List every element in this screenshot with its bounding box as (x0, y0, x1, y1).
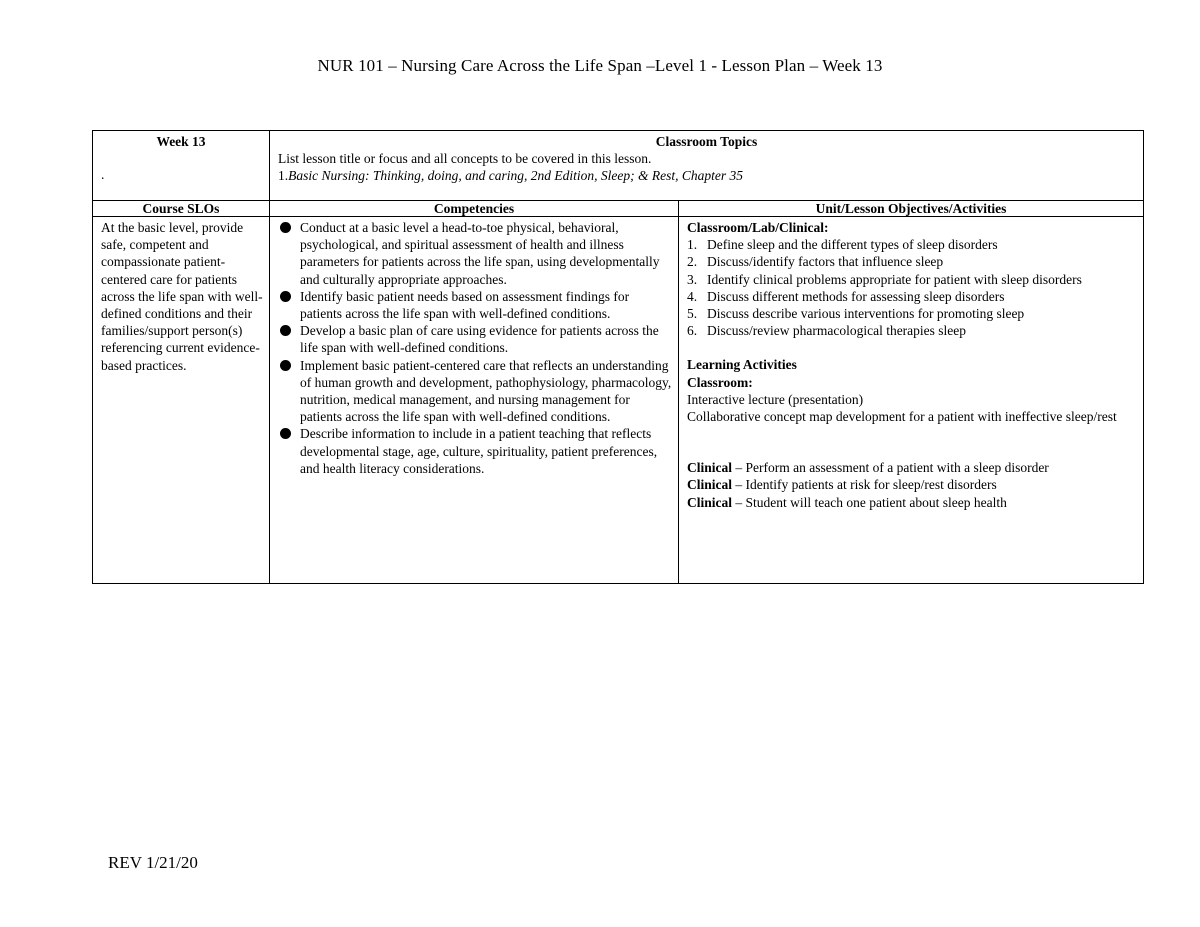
topics-item-number: 1. (278, 168, 289, 184)
table-header-row (93, 201, 1144, 217)
list-item (687, 288, 1137, 305)
competency-text: Implement basic patient-centered care that reflects an understanding of human growth and development, pathophysiology, pharmacology, nutrition, medical management, and nursing management for patients across the life span with well-defined conditions. (300, 357, 672, 425)
item-number: 6. (687, 323, 698, 339)
competency-text: Conduct at a basic level a head-to-toe physical, behavioral, psychological, and spiritual assessment of health and illness parameters for patients across the life span, using developmentally and culturally appropriate approaches. (300, 220, 660, 287)
item-number: 3. (687, 271, 698, 287)
clinical-activity-text: – Student will teach one patient about sleep health (735, 494, 1007, 510)
clinical-activity (687, 494, 1137, 511)
objective-text: Identify clinical problems appropriate for patient with sleep disorders (707, 271, 1082, 287)
topics-item (278, 167, 1135, 184)
list-item (280, 322, 672, 356)
clinical-label: Clinical (687, 477, 733, 493)
list-item (687, 236, 1137, 253)
slo-cell (93, 217, 270, 584)
list-item (280, 288, 672, 322)
objective-text: Discuss/review pharmacological therapies sleep (707, 323, 967, 339)
week-dot: . (101, 167, 105, 183)
competencies-cell (270, 217, 679, 584)
classroom-lab-clinical-label: Classroom/Lab/Clinical: (687, 220, 829, 235)
bullet-icon (280, 428, 291, 439)
competency-text: Describe information to include in a patient teaching that reflects developmental stage, age, culture, spirituality, patient preferences, and health literacy considerations. (300, 426, 658, 476)
classroom-topics-cell (270, 131, 1144, 201)
competency-text: Identify basic patient needs based on assessment findings for patients across the life span with well-defined conditions. (300, 288, 630, 322)
list-item (280, 425, 672, 477)
classroom-topics-heading: Classroom Topics (655, 134, 758, 149)
week-label: Week 13 (156, 134, 206, 149)
lesson-plan-table (92, 130, 1144, 584)
objective-text: Discuss/identify factors that influence sleep (707, 254, 944, 270)
list-item (687, 253, 1137, 270)
competencies-list (280, 219, 672, 477)
column-header-competencies: Competencies (270, 201, 679, 217)
topics-item-text: Basic Nursing: Thinking, doing, and caring, 2nd Edition, Sleep; & Rest, Chapter 35 (288, 168, 743, 184)
list-item (280, 357, 672, 426)
classroom-label: Classroom: (687, 374, 753, 390)
clinical-label: Clinical (687, 494, 733, 510)
competency-text: Develop a basic plan of care using evidence for patients across the life span with well-defined conditions. (300, 323, 659, 356)
classroom-activity: Interactive lecture (presentation) (687, 391, 864, 407)
clinical-label: Clinical (687, 460, 733, 476)
bullet-icon (280, 291, 291, 302)
bullet-icon (280, 222, 291, 233)
objective-text: Discuss describe various interventions for promoting sleep (707, 306, 1025, 322)
revision-footer: REV 1/21/20 (108, 853, 198, 872)
clinical-activity-text: – Perform an assessment of a patient with a sleep disorder (735, 460, 1049, 476)
column-header-slo: Course SLOs (93, 201, 270, 217)
table-row (93, 217, 1144, 584)
table-row (93, 131, 1144, 201)
bullet-icon (280, 325, 291, 336)
column-header-objectives: Unit/Lesson Objectives/Activities (679, 201, 1144, 217)
topics-instruction: List lesson title or focus and all concepts to be covered in this lesson. (278, 151, 652, 167)
list-item (280, 219, 672, 288)
item-number: 1. (687, 237, 698, 253)
item-number: 5. (687, 306, 698, 322)
bullet-icon (280, 360, 291, 371)
learning-activities-heading: Learning Activities (687, 357, 797, 373)
objective-text: Define sleep and the different types of sleep disorders (707, 237, 998, 253)
item-number: 2. (687, 254, 698, 270)
list-item (687, 322, 1137, 339)
slo-text: At the basic level, provide safe, competent and compassionate patient-centered care for patients across the life span with well-defined conditions and their families/support person(s) referencing current evidence-based practices. (101, 220, 263, 373)
page-title: NUR 101 – Nursing Care Across the Life Span –Level 1 - Lesson Plan – Week 13 (317, 56, 883, 75)
item-number: 4. (687, 288, 698, 304)
clinical-activity (687, 459, 1137, 476)
objectives-list (687, 236, 1137, 339)
clinical-activity (687, 476, 1137, 493)
week-cell (93, 131, 270, 201)
list-item (687, 271, 1137, 288)
objectives-cell (679, 217, 1144, 584)
list-item (687, 305, 1137, 322)
classroom-activity: Collaborative concept map development for a patient with ineffective sleep/rest (687, 409, 1117, 425)
objective-text: Discuss different methods for assessing sleep disorders (707, 288, 1005, 304)
clinical-activity-text: – Identify patients at risk for sleep/rest disorders (735, 477, 997, 493)
